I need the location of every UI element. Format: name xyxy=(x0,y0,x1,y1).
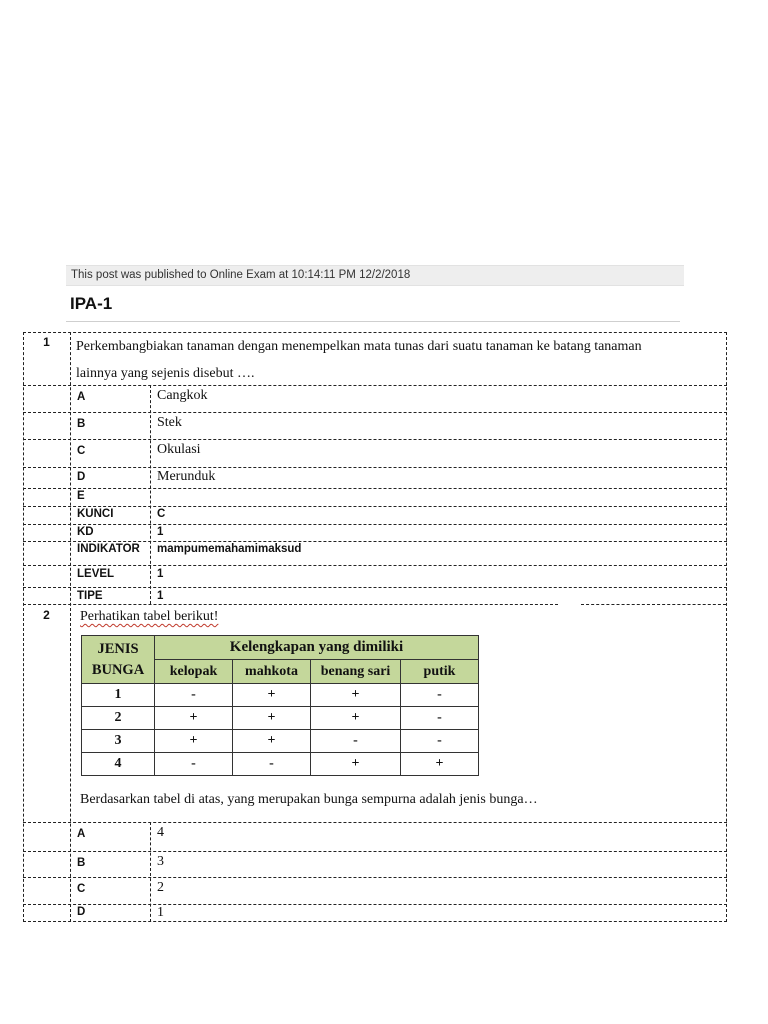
flower-table-cell: + xyxy=(155,730,233,753)
q2-intro xyxy=(80,609,218,625)
flower-table-cell: + xyxy=(311,684,401,707)
flower-table-group-header: Kelengkapan yang dimiliki xyxy=(155,636,479,660)
flower-table-row xyxy=(82,684,479,707)
q1-option-e-row xyxy=(23,488,727,506)
q1-question-row xyxy=(23,332,727,385)
flower-table-cell: + xyxy=(401,753,479,776)
q1-tipe-value: 1 xyxy=(157,590,164,602)
q2-option-c-label: C xyxy=(77,883,86,895)
flower-table-row xyxy=(82,707,479,730)
jenis-header-line-2: BUNGA xyxy=(91,661,145,678)
flower-table-cell: + xyxy=(311,753,401,776)
flower-table-col-header: putik xyxy=(401,660,479,684)
q1-option-b-label: B xyxy=(77,418,86,430)
q1-indikator-row xyxy=(23,541,727,565)
q2-option-d-row xyxy=(23,904,727,922)
flower-table-col-header: kelopak xyxy=(155,660,233,684)
flower-table-body xyxy=(82,684,479,776)
flower-table-cell: - xyxy=(233,753,311,776)
flower-table-cell: + xyxy=(233,707,311,730)
publish-info-bar: This post was published to Online Exam at 10:14:11 PM 12/2/2018 xyxy=(66,265,684,286)
q2-option-b-row xyxy=(23,851,727,877)
flower-table-cell: + xyxy=(155,707,233,730)
flower-table-col-header: benang sari xyxy=(311,660,401,684)
flower-table-cell: + xyxy=(233,684,311,707)
title-divider xyxy=(66,321,680,322)
q2-top-border-right xyxy=(581,604,726,605)
q1-indikator-label: INDIKATOR xyxy=(77,543,140,555)
q1-kd-label: KD xyxy=(77,526,94,538)
q1-level-label: LEVEL xyxy=(77,568,115,580)
q2-question-text: Berdasarkan tabel di atas, yang merupakan bunga sempurna adalah jenis bunga… xyxy=(80,792,538,807)
flower-table-cell: + xyxy=(311,707,401,730)
q1-level-value: 1 xyxy=(157,568,164,580)
q1-option-a-value: Cangkok xyxy=(157,388,208,403)
q1-option-c-row xyxy=(23,439,727,467)
q2-question-row xyxy=(23,604,727,822)
page-title: IPA-1 xyxy=(70,294,113,313)
q1-question-text xyxy=(76,333,716,387)
q1-kunci-row xyxy=(23,506,727,524)
q2-option-c-value: 2 xyxy=(157,880,164,895)
q1-option-c-label: C xyxy=(77,445,86,457)
q1-indikator-value: mampumemahamimaksud xyxy=(157,543,302,555)
q1-number: 1 xyxy=(43,335,50,349)
q1-tipe-row xyxy=(23,587,727,604)
flower-table-cell: - xyxy=(401,684,479,707)
q2-option-c-row xyxy=(23,877,727,904)
flower-table-col-header: mahkota xyxy=(233,660,311,684)
q2-option-b-label: B xyxy=(77,857,86,869)
q1-kd-row xyxy=(23,524,727,541)
flower-table-cell: + xyxy=(233,730,311,753)
flower-table-cell: - xyxy=(401,707,479,730)
q2-option-b-value: 3 xyxy=(157,854,164,869)
flower-table-row-number: 2 xyxy=(82,707,155,730)
q1-option-a-label: A xyxy=(77,391,86,403)
q1-kunci-value: C xyxy=(157,508,166,520)
flower-table-row-number: 4 xyxy=(82,753,155,776)
flower-table-jenis-header xyxy=(82,636,155,684)
q2-option-d-label: D xyxy=(77,906,86,918)
q1-kunci-label: KUNCI xyxy=(77,508,114,520)
flower-table-cell: - xyxy=(155,684,233,707)
q1-option-d-value: Merunduk xyxy=(157,469,216,484)
q1-option-a-row xyxy=(23,385,727,412)
flower-table-cell: - xyxy=(311,730,401,753)
jenis-header-line-1: JENIS xyxy=(97,640,139,657)
flower-table-row xyxy=(82,753,479,776)
q1-option-b-row xyxy=(23,412,727,439)
q1-kd-value: 1 xyxy=(157,526,164,538)
q1-option-b-value: Stek xyxy=(157,415,182,430)
q2-option-a-value: 4 xyxy=(157,825,164,840)
q2-intro-text: Perhatikan tabel berikut! xyxy=(80,609,219,624)
q2-top-border-left xyxy=(23,604,558,605)
flower-table-row-number: 1 xyxy=(82,684,155,707)
q2-option-a-row xyxy=(23,822,727,851)
flower-table-row xyxy=(82,730,479,753)
q1-text-line-1: Perkembangbiakan tanaman dengan menempelkan mata tunas dari suatu tanaman ke batang tanaman xyxy=(76,339,642,354)
flower-table-row-number: 3 xyxy=(82,730,155,753)
flower-table-cell: - xyxy=(401,730,479,753)
q1-option-d-label: D xyxy=(77,471,86,483)
q1-option-e-label: E xyxy=(77,490,85,502)
q1-option-c-value: Okulasi xyxy=(157,442,201,457)
q2-number: 2 xyxy=(43,608,50,622)
flower-table-cell: - xyxy=(155,753,233,776)
q1-option-d-row xyxy=(23,467,727,488)
q1-level-row xyxy=(23,565,727,587)
q1-text-line-2: lainnya yang sejenis disebut …. xyxy=(76,366,255,381)
q2-option-a-label: A xyxy=(77,828,86,840)
flower-table xyxy=(81,635,479,776)
q2-option-d-value: 1 xyxy=(157,905,164,920)
q1-tipe-label: TIPE xyxy=(77,590,103,602)
